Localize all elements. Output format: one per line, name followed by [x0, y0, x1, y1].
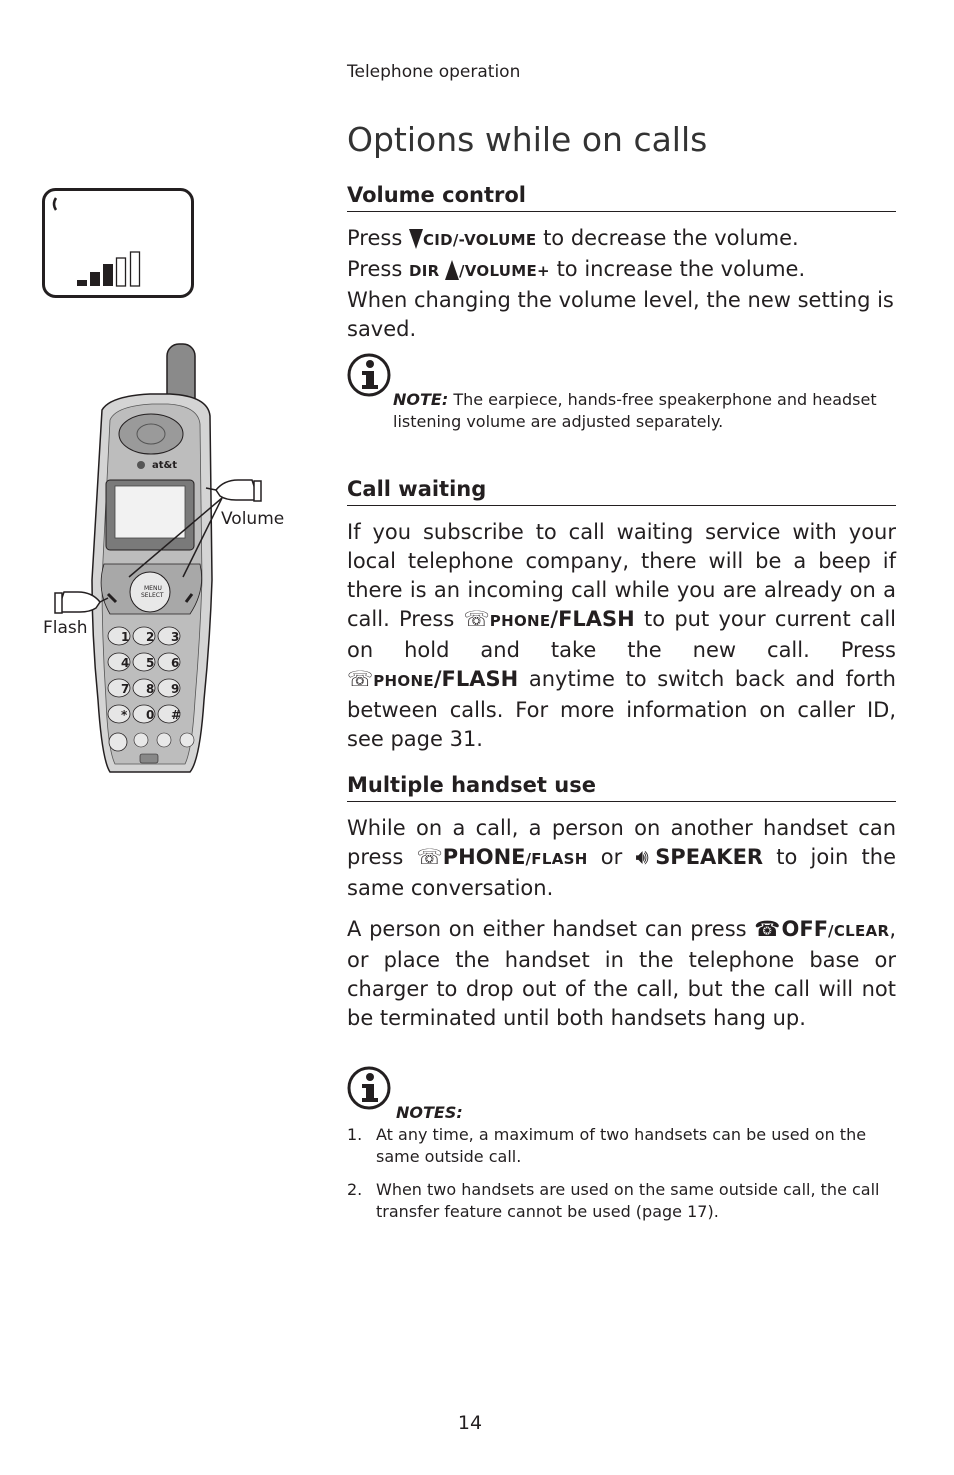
- phone-key: PHONE: [373, 672, 434, 690]
- text-run: to increase the volume.: [549, 257, 806, 281]
- running-head: Telephone operation: [347, 62, 521, 82]
- list-number: 1.: [347, 1125, 363, 1144]
- keypad-key-label: 1: [121, 630, 130, 644]
- flash-callout-label: Flash: [43, 618, 88, 638]
- text-run: or: [587, 845, 636, 869]
- phone-icon: ☏: [416, 845, 443, 869]
- flash-key: /FLASH: [525, 850, 588, 868]
- flash-key: /FLASH: [433, 667, 519, 691]
- text-run: When changing the volume level, the new setting is saved.: [347, 288, 894, 341]
- keypad-key-label: 5: [146, 656, 155, 670]
- text-run: A person on either handset can press: [347, 917, 755, 941]
- text-run: Press: [347, 226, 409, 250]
- speaker-icon: 🔊︎: [635, 845, 656, 869]
- phone-key: PHONE: [442, 845, 526, 869]
- page-number: 14: [457, 1412, 483, 1434]
- up-arrow-icon: [445, 260, 459, 280]
- keypad-key-label: 8: [146, 682, 155, 696]
- multiple-handset-section: [347, 773, 896, 1033]
- volume-note: [393, 389, 896, 433]
- cid-volume-key: CID/-VOLUME: [422, 231, 537, 249]
- dir-key: DIR: [408, 262, 445, 280]
- down-arrow-icon: [409, 229, 423, 249]
- text-run: , or place the handset in the telephone base or charger to drop out of the call, but the call will not be terminated until both handsets hang up.: [347, 917, 896, 1030]
- volume-callout-label: Volume: [221, 509, 285, 529]
- speaker-key: [109, 733, 127, 751]
- text-run: Press: [347, 257, 409, 281]
- svg-text:MENU: MENU: [144, 585, 162, 592]
- keypad-key-label: 4: [121, 656, 130, 670]
- note-label: NOTE:: [393, 390, 449, 409]
- pointing-hand-icon-volume: [206, 480, 261, 501]
- list-number: 2.: [347, 1180, 363, 1199]
- multiple-handset-text-1: [347, 814, 896, 903]
- call-waiting-text: [347, 518, 896, 754]
- svg-text:SELECT: SELECT: [141, 592, 164, 599]
- call-waiting-section: [347, 477, 896, 754]
- info-icon: [347, 1066, 393, 1112]
- multiple-handset-text-2: [347, 915, 896, 1033]
- list-item: [347, 1179, 896, 1223]
- call-waiting-heading: Call waiting: [347, 477, 896, 506]
- text-run: If you subscribe to call waiting service with your local telephone company, there will be a beep if there is an incoming call while you are already on a call. Press: [347, 520, 896, 631]
- list-text: At any time, a maximum of two handsets can be used on the same outside call.: [376, 1125, 867, 1166]
- text-run: to join the same conversation.: [347, 845, 897, 900]
- notes-label-text: NOTES:: [396, 1103, 463, 1122]
- off-key: OFF: [781, 917, 829, 941]
- volume-control-heading: Volume control: [347, 183, 896, 212]
- brand-logo: at&t: [152, 460, 178, 471]
- handset-illustration: [40, 340, 290, 780]
- phone-icon: ☏: [463, 607, 490, 631]
- keypad-key-label: 9: [171, 682, 180, 696]
- keypad-key-label: 7: [121, 682, 130, 696]
- volume-control-section: [347, 183, 896, 344]
- text-run: While on a call, a person on another handset can press: [347, 816, 896, 869]
- clear-key: /CLEAR: [828, 922, 890, 940]
- volume-display-illustration: [42, 188, 194, 298]
- flash-key: /FLASH: [550, 607, 635, 631]
- list-item: [347, 1124, 896, 1168]
- text-run: to decrease the volume.: [536, 226, 799, 250]
- volume-plus-key: /VOLUME+: [458, 262, 550, 280]
- phone-key: PHONE: [489, 612, 551, 630]
- list-text: When two handsets are used on the same outside call, the call transfer feature cannot be used (page 17).: [376, 1180, 880, 1221]
- phone-icon: ☏: [347, 667, 374, 691]
- keypad-key-label: 3: [171, 630, 180, 644]
- hang-up-icon: ☎: [754, 917, 782, 941]
- volume-control-text: [347, 224, 896, 344]
- info-icon: [347, 353, 393, 399]
- keypad-key-label: *: [121, 708, 128, 722]
- page-title: Options while on calls: [347, 120, 708, 159]
- notes-list: [347, 1124, 896, 1234]
- microphone: [140, 754, 158, 763]
- keypad-key-label: 6: [171, 656, 180, 670]
- note-body: The earpiece, hands-free speakerphone and headset listening volume are adjusted separately.: [393, 390, 877, 431]
- keypad-key-label: 2: [146, 630, 155, 644]
- earpiece: [119, 414, 183, 454]
- speaker-key: SPEAKER: [655, 845, 764, 869]
- notes-label: [396, 1102, 463, 1124]
- text-run: anytime to switch back and forth between calls. For more information on caller ID, see page 31.: [347, 667, 896, 751]
- keypad-key-label: #: [171, 708, 182, 722]
- text-run: to put your current call on hold and take the new call. Press: [347, 607, 897, 662]
- keypad-key-label: 0: [146, 708, 155, 722]
- multiple-handset-heading: Multiple handset use: [347, 773, 896, 802]
